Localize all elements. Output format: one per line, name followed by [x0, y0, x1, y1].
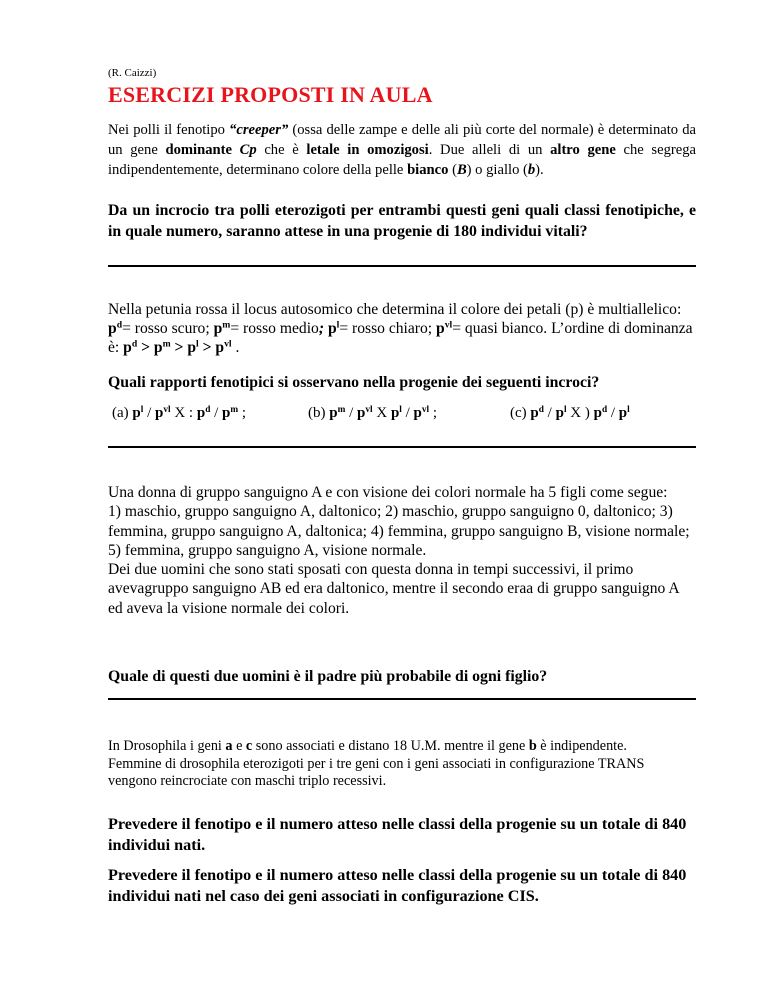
exercise-1-question: Da un incrocio tra polli eterozigoti per entrambi questi geni quali classi fenotipiche, e in quale numero, saranno attese in una progenie di 180 individui vitali? [108, 202, 696, 240]
cross-b: (b) $p^m / p^{vl}$ X $p^l / p^{vl}$ ; [308, 404, 438, 421]
exercise-4-question-2: Prevedere il fenotipo e il numero atteso nelle classi della progenie su un totale di 840 individui nati nel caso dei geni associati in configurazione CIS. [108, 866, 687, 905]
exercise-1-text: Nei polli il fenotipo “creeper” (ossa delle zampe e delle ali più corte del normale) è determinato da un gene dominante Cp che è letale in omozigosi. Due alleli di un altro gene che segrega indipendentemente, determinano colore della pelle bianco (B) o giallo (b). [108, 122, 696, 178]
exercise-2-text: Nella petunia rossa il locus autosomico che determina il colore dei petali (p) è multiallelico: $p^d=$ rosso scuro; $p^m=$ rosso medio; $p^l=$ rosso chiaro; $p^{vl}=$ quasi bianco. L’ordine di dominanza è: $p^d > p^m > p^l > p^{vl}$ . [108, 301, 693, 356]
exercise-3-text: Una donna di gruppo sanguigno A e con visione dei colori normale ha 5 figli come segue: 1) maschio, gruppo sanguigno A, daltonico; 2) maschio, gruppo sanguigno 0, daltonico; 3) femmina, gruppo sanguigno A, daltonica; 4) femmina, gruppo sanguigno B, visione normale; 5) femmina, gruppo sanguigno A, visione normale. Dei due uomini che sono stati sposati con questa donna in tempi successivi, il primo avevagruppo sanguigno AB ed era daltonico, mentre il secondo eraa di gruppo sanguigno A ed aveva la visione normale dei colori. [108, 484, 690, 617]
cross-a: (a) $p^l / p^{vl}$ X : $p^d / p^m$ ; [112, 404, 247, 421]
section-divider [108, 698, 696, 700]
exercise-4-question-1: Prevedere il fenotipo e il numero atteso nelle classi della progenie su un totale di 840 individui nati. [108, 815, 687, 854]
exercise-3-question: Quale di questi due uomini è il padre più probabile di ogni figlio? [108, 668, 548, 685]
cross-c: (c) $p^d / p^l$ X ) $p^d / p^l$ [510, 404, 630, 421]
page-title: ESERCIZI PROPOSTI IN AULA [108, 82, 433, 107]
author-note: (R. Caizzi) [108, 67, 157, 79]
section-divider [108, 265, 696, 267]
exercise-2-question: Quali rapporti fenotipici si osservano nella progenie dei seguenti incroci? [108, 374, 600, 391]
exercise-4-text: In Drosophila i geni a e c sono associati e distano 18 U.M. mentre il gene b è indipendente. Femmine di drosophila eterozigoti per i tre geni con i geni associati in configurazione TRANS vengono reincrociate con maschi triplo recessivi. [108, 738, 645, 790]
section-divider [108, 446, 696, 448]
